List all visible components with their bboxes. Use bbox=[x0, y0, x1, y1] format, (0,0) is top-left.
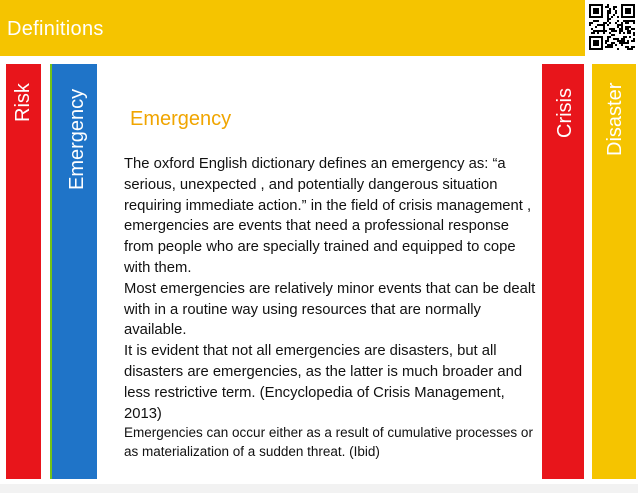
content-heading: Emergency bbox=[130, 108, 232, 130]
tab-crisis[interactable] bbox=[542, 64, 584, 479]
tab-disaster-label: Disaster bbox=[604, 82, 626, 156]
footer-strip bbox=[0, 484, 638, 493]
paragraph-disasters: It is evident that not all emergencies are disasters, but all disasters are emergencies, as the latter is much broader and less restrictive term. (Encyclopedia of Crisis Management, 2013) bbox=[124, 343, 523, 422]
paragraph-minor-events: Most emergencies are relatively minor events that can be dealt with in a routine way using resources that are normally available. bbox=[124, 280, 536, 339]
slide-title: Definitions bbox=[7, 18, 104, 40]
qr-code-icon bbox=[589, 4, 635, 50]
tab-emergency[interactable] bbox=[52, 64, 97, 479]
tab-crisis-label: Crisis bbox=[554, 88, 576, 138]
tab-risk-label: Risk bbox=[12, 83, 34, 122]
content-panel bbox=[102, 64, 538, 479]
tab-disaster[interactable] bbox=[592, 64, 636, 479]
header-bar bbox=[0, 0, 585, 56]
paragraph-definition: The oxford English dictionary defines an emergency as: “a serious, unexpected , and potentially dangerous situation requiring immediate action.” in the field of crisis management , emergencies are events that need a professional response from people who are specially trained and equipped to cope with them. bbox=[124, 156, 532, 276]
content-body bbox=[124, 154, 536, 461]
tab-emergency-label: Emergency bbox=[66, 88, 88, 190]
paragraph-causes: Emergencies can occur either as a result of cumulative processes or as materialization of a sudden threat. (Ibid) bbox=[124, 425, 533, 459]
tab-risk[interactable] bbox=[6, 64, 41, 479]
